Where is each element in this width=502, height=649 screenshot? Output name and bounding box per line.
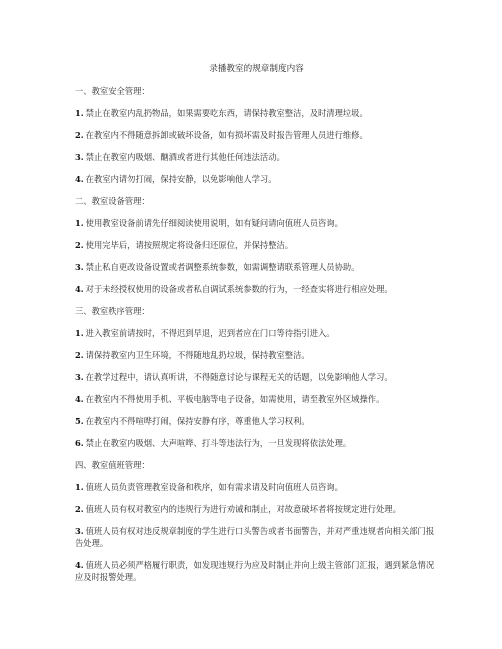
list-item bbox=[75, 107, 438, 119]
item-number: 2. bbox=[75, 130, 84, 140]
list-item bbox=[75, 393, 438, 405]
item-text: 值班人员有权对违反规章制度的学生进行口头警告或者书面警告，并对严重违规者向相关部门报告处理。 bbox=[75, 526, 435, 548]
item-number: 5. bbox=[75, 416, 84, 426]
list-item bbox=[75, 415, 438, 427]
section-safety bbox=[75, 85, 438, 185]
item-number: 2. bbox=[75, 504, 84, 514]
item-number: 1. bbox=[75, 108, 84, 118]
item-text: 使用完毕后，请按照规定将设备归还原位，并保持整洁。 bbox=[85, 240, 294, 250]
item-text: 禁止在教室内吸烟、大声喧哗、打斗等违法行为，一旦发现将依法处理。 bbox=[85, 438, 352, 448]
item-number: 4. bbox=[75, 394, 84, 404]
section-heading: 一、教室安全管理： bbox=[75, 86, 150, 96]
list-item bbox=[75, 481, 438, 493]
item-text: 禁止私自更改设备设置或者调整系统参数，如需调整请联系管理人员协助。 bbox=[85, 262, 360, 272]
item-number: 2. bbox=[75, 350, 84, 360]
item-text: 值班人员有权对教室内的违规行为进行劝诫和制止，对故意破坏者将按规定进行处理。 bbox=[85, 504, 401, 514]
list-item bbox=[75, 503, 438, 515]
item-number: 4. bbox=[75, 174, 84, 184]
section-heading: 四、教室值班管理： bbox=[75, 460, 150, 470]
item-number: 1. bbox=[75, 482, 84, 492]
section-equipment bbox=[75, 195, 438, 295]
item-text: 在教室内不得喧哗打闹，保持安静有序，尊重他人学习权利。 bbox=[85, 416, 310, 426]
list-item bbox=[75, 239, 438, 251]
list-item bbox=[75, 559, 438, 583]
list-item bbox=[75, 261, 438, 273]
list-item bbox=[75, 327, 438, 339]
item-number: 4. bbox=[75, 560, 84, 570]
item-number: 2. bbox=[75, 240, 84, 250]
item-text: 值班人员必须严格履行职责，如发现违规行为应及时制止并向上级主管部门汇报，遇到紧急情况应及时报警处理。 bbox=[75, 560, 435, 582]
item-number: 3. bbox=[75, 526, 84, 536]
list-item bbox=[75, 217, 438, 229]
list-item bbox=[75, 283, 438, 295]
item-text: 在教室内请勿打闹，保持安静，以免影响他人学习。 bbox=[85, 174, 277, 184]
item-number: 6. bbox=[75, 438, 84, 448]
list-item bbox=[75, 525, 438, 549]
list-item bbox=[75, 371, 438, 383]
list-item bbox=[75, 129, 438, 141]
item-text: 请保持教室内卫生环境，不得随地乱扔垃圾，保持教室整洁。 bbox=[85, 350, 310, 360]
document-title: 录播教室的规章制度内容 bbox=[209, 64, 304, 74]
section-order bbox=[75, 305, 438, 449]
item-text: 禁止在教室内乱扔物品，如果需要吃东西，请保持教室整洁，及时清理垃圾。 bbox=[85, 108, 368, 118]
item-text: 在教学过程中，请认真听讲，不得随意讨论与课程无关的话题，以免影响他人学习。 bbox=[85, 372, 393, 382]
item-text: 禁止在教室内吸烟、酗酒或者进行其他任何违法活动。 bbox=[85, 152, 285, 162]
item-text: 值班人员负责管理教室设备和秩序，如有需求请及时向值班人员咨询。 bbox=[85, 482, 343, 492]
item-number: 4. bbox=[75, 284, 84, 294]
item-text: 进入教室前请按时，不得迟到早退，迟到者应在门口等待指引进入。 bbox=[85, 328, 335, 338]
item-text: 对于未经授权使用的设备或者私自调试系统参数的行为，一经查实将进行相应处理。 bbox=[85, 284, 393, 294]
item-number: 1. bbox=[75, 328, 84, 338]
item-number: 3. bbox=[75, 372, 84, 382]
list-item bbox=[75, 437, 438, 449]
item-number: 3. bbox=[75, 152, 84, 162]
section-heading: 三、教室秩序管理： bbox=[75, 306, 150, 316]
list-item bbox=[75, 349, 438, 361]
item-number: 1. bbox=[75, 218, 84, 228]
item-number: 3. bbox=[75, 262, 84, 272]
item-text: 在教室内不得使用手机、平板电脑等电子设备，如需使用，请至教室外区域操作。 bbox=[85, 394, 385, 404]
section-heading: 二、教室设备管理： bbox=[75, 196, 150, 206]
list-item bbox=[75, 151, 438, 163]
item-text: 在教室内不得随意拆卸或破坏设备，如有损坏需及时报告管理人员进行维修。 bbox=[85, 130, 368, 140]
section-duty bbox=[75, 459, 438, 583]
list-item bbox=[75, 173, 438, 185]
item-text: 使用教室设备前请先仔细阅读使用说明，如有疑问请向值班人员咨询。 bbox=[85, 218, 343, 228]
